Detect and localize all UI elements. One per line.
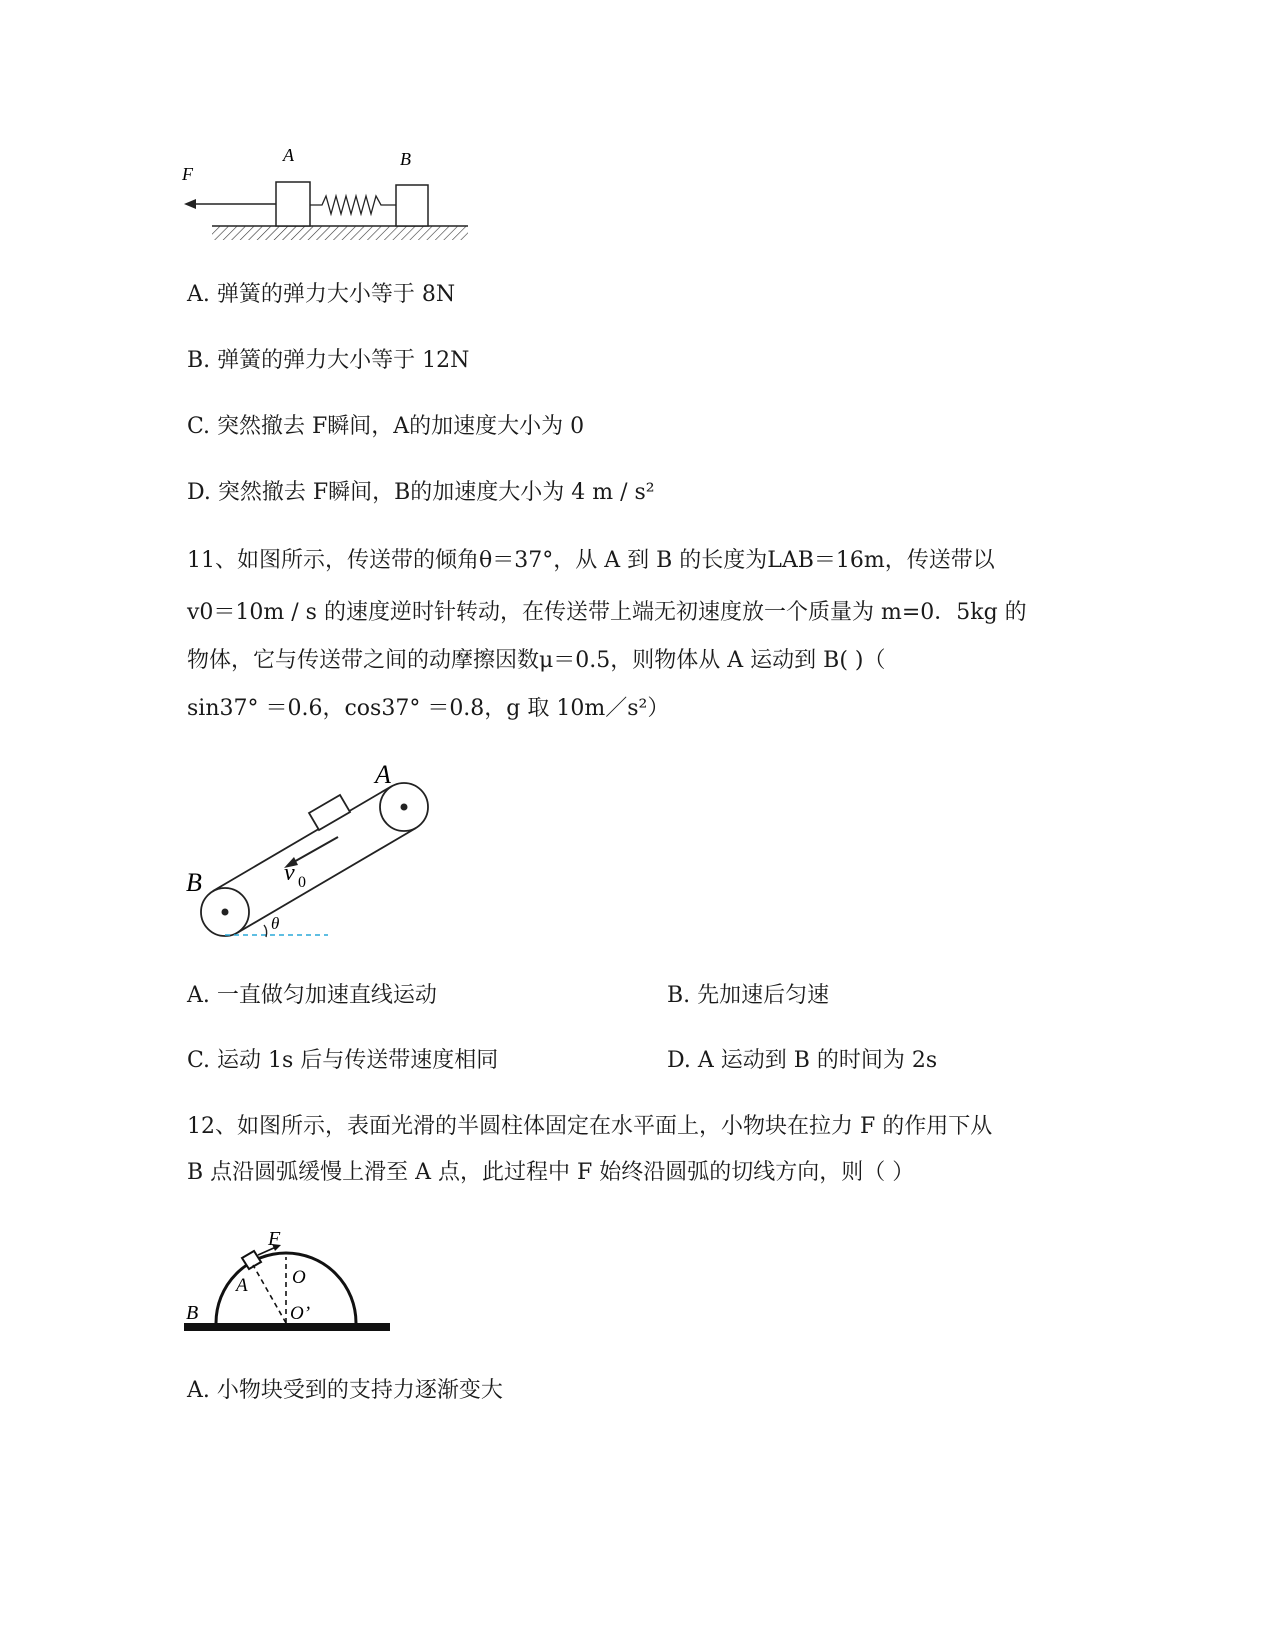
pulley-a-center [401,804,408,811]
label-v: v [284,860,295,886]
label-a: A [283,145,294,165]
block-b [396,185,428,226]
q11-option-c: C. 运动 1s 后与传送带速度相同 [187,1048,499,1073]
label-o-prime: O’ [290,1303,311,1324]
label-b: B [186,868,202,897]
q11-option-b: B. 先加速后匀速 [667,983,830,1008]
label-o: O [292,1267,306,1288]
radius-dashed [253,1265,286,1323]
q11-option-a: A. 一直做匀加速直线运动 [187,983,437,1008]
label-f: F [182,164,193,184]
q11-stem-line-2: v0＝10m / s 的速度逆时针转动，在传送带上端无初速度放一个质量为 m=0．5kg 的 [187,600,1027,625]
object-block [309,795,350,830]
label-a: A [236,1275,248,1296]
label-f: F [268,1228,281,1250]
q11-stem-line-1: 11、如图所示，传送带的倾角θ＝37°，从 A 到 B 的长度为LAB＝16m，传送带以 [187,548,995,573]
q11-option-d: D. A 运动到 B 的时间为 2s [667,1048,938,1073]
q10-option-a: A. 弹簧的弹力大小等于 8N [187,282,456,307]
force-arrowhead [184,199,196,209]
q10-option-b: B. 弹簧的弹力大小等于 12N [187,348,470,373]
spring [310,196,396,214]
label-v-sub: 0 [298,874,306,891]
q10-option-c: C. 突然撤去 F瞬间，A的加速度大小为 0 [187,414,585,439]
q11-stem-line-3: 物体，它与传送带之间的动摩擦因数μ＝0.5，则物体从 A 运动到 B( )（ [187,648,886,673]
pulley-b-center [222,909,229,916]
conveyor-belt-figure [180,755,450,945]
q10-option-d: D. 突然撤去 F瞬间，B的加速度大小为 4 m / s² [187,480,655,505]
label-b: B [400,149,411,169]
semicircle-figure [180,1225,400,1340]
label-b: B [186,1302,199,1324]
block-a [276,182,310,226]
spring-blocks-figure [170,140,480,250]
ground-bar [184,1323,390,1331]
q12-stem-line-1: 12、如图所示，表面光滑的半圆柱体固定在水平面上，小物块在拉力 F 的作用下从 [187,1114,993,1139]
q12-option-a: A. 小物块受到的支持力逐渐变大 [187,1378,503,1403]
label-a: A [375,760,391,789]
label-theta: θ [271,914,280,933]
q11-stem-line-4: sin37° ＝0.6，cos37° ＝0.8，g 取 10m／s²） [187,696,670,721]
q12-stem-line-2: B 点沿圆弧缓慢上滑至 A 点，此过程中 F 始终沿圆弧的切线方向，则（ ） [187,1160,915,1185]
ground-hatch [212,226,468,240]
